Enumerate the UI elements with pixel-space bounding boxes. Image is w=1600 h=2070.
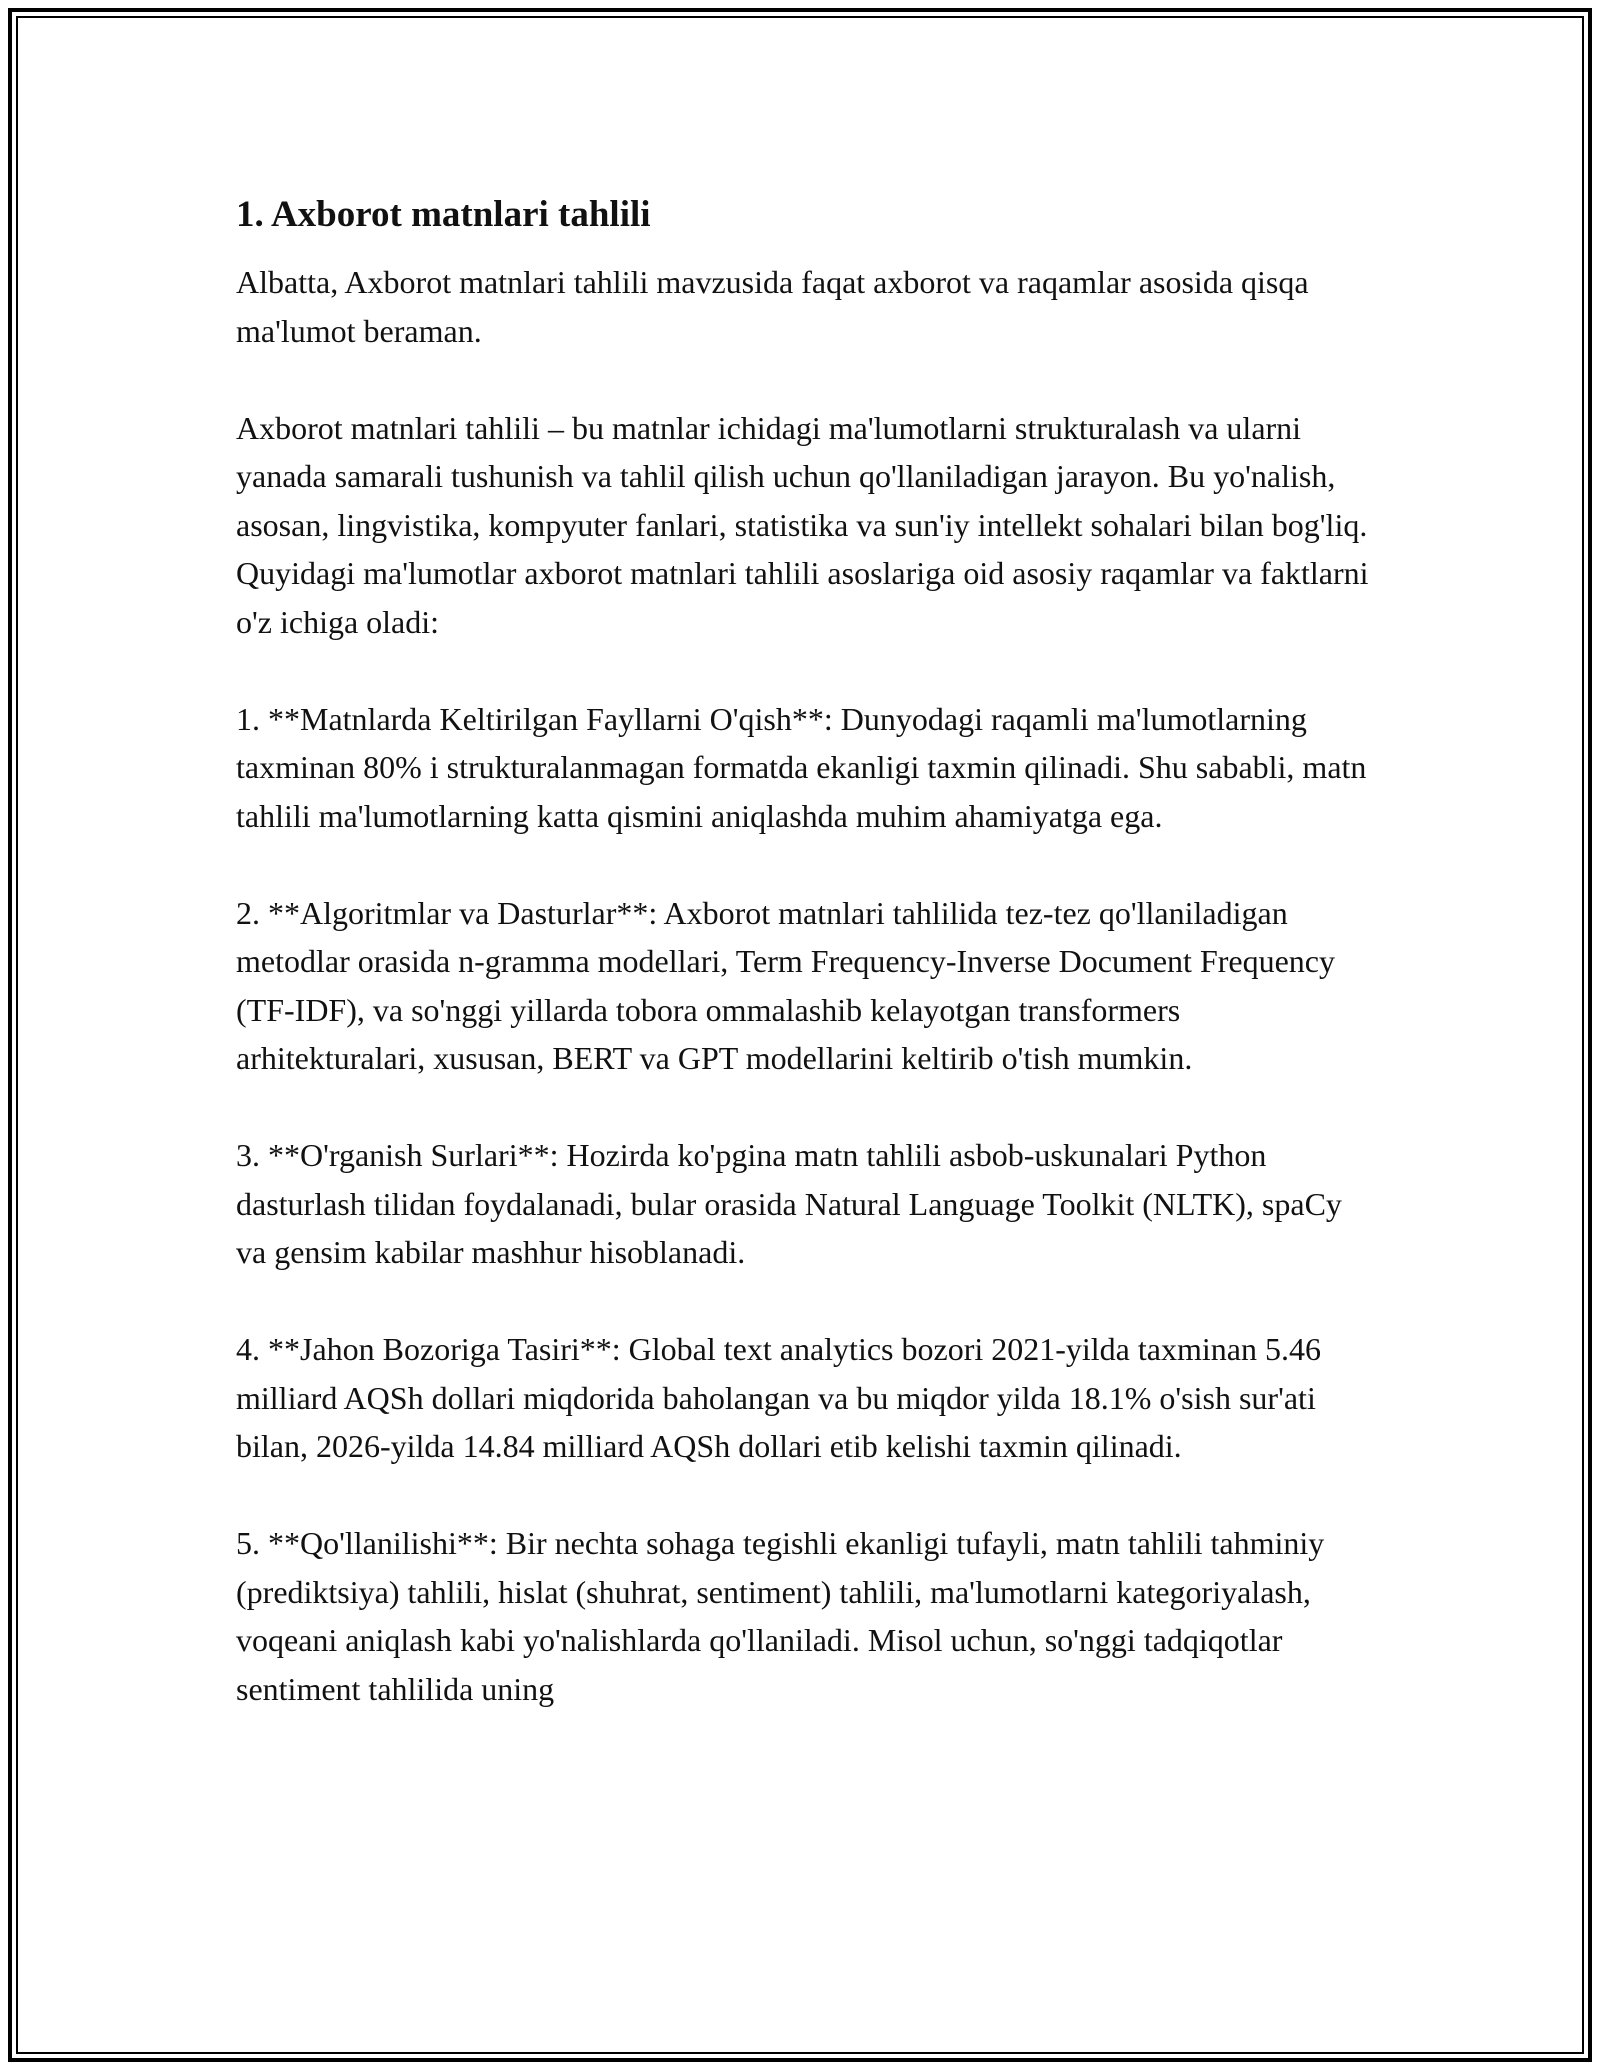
list-item-5: 5. **Qo'llanilishi**: Bir nechta sohaga tegishli ekanligi tufayli, matn tahlili tahminiy (prediktsiya) tahlili, hislat (shuhrat, sentiment) tahlili, ma'lumotlarni kategoriyalash, voqeani aniqlash kabi yo'nalishlarda qo'llaniladi. Misol uchun, so'nggi tadqiqotlar sentiment tahlilida uning bbox=[236, 1525, 1325, 1707]
list-item-2: 2. **Algoritmlar va Dasturlar**: Axborot matnlari tahlilida tez-tez qo'llaniladigan metodlar orasida n-gramma modellari, Term Frequency-Inverse Document Frequency (TF-IDF), va so'nggi yillarda tobora ommalashib kelayotgan transformers arhitekturalari, xususan, BERT va GPT modellarini keltirib o'tish mumkin. bbox=[236, 894, 1335, 1076]
list-item-1: 1. **Matnlarda Keltirilgan Fayllarni O'qish**: Dunyodagi raqamli ma'lumotlarning taxminan 80% i strukturalanmagan formatda ekanligi taxmin qilinadi. Shu sababli, matn tahlili ma'lumotlarning katta qismini aniqlashda muhim ahamiyatga ega. bbox=[236, 700, 1367, 834]
document-title: 1. Axborot matnlari tahlili bbox=[236, 194, 651, 235]
list-item-4: 4. **Jahon Bozoriga Tasiri**: Global text analytics bozori 2021-yilda taxminan 5.46 milliard AQSh dollari miqdorida baholangan va bu miqdor yilda 18.1% o'sish sur'ati bilan, 2026-yilda 14.84 milliard AQSh dollari etib kelishi taxmin qilinadi. bbox=[236, 1331, 1321, 1464]
document-body bbox=[236, 190, 1376, 1762]
list-item-3: 3. **O'rganish Surlari**: Hozirda ko'pgina matn tahlili asbob-uskunalari Python dasturlash tilidan foydalanadi, bular orasida Natural Language Toolkit (NLTK), spaCy va gensim kabilar mashhur hisoblanadi. bbox=[236, 1137, 1342, 1270]
intro-paragraph: Albatta, Axborot matnlari tahlili mavzusida faqat axborot va raqamlar asosida qisqa ma'lumot beraman. bbox=[236, 264, 1309, 349]
definition-paragraph: Axborot matnlari tahlili – bu matnlar ichidagi ma'lumotlarni strukturalash va ularni yanada samarali tushunish va tahlil qilish uchun qo'llaniladigan jarayon. Bu yo'nalish, asosan, lingvistika, kompyuter fanlari, statistika va sun'iy intellekt sohalari bilan bog'liq. Quyidagi ma'lumotlar axborot matnlari tahlili asoslariga oid asosiy raqamlar va faktlarni o'z ichiga oladi: bbox=[236, 409, 1369, 640]
